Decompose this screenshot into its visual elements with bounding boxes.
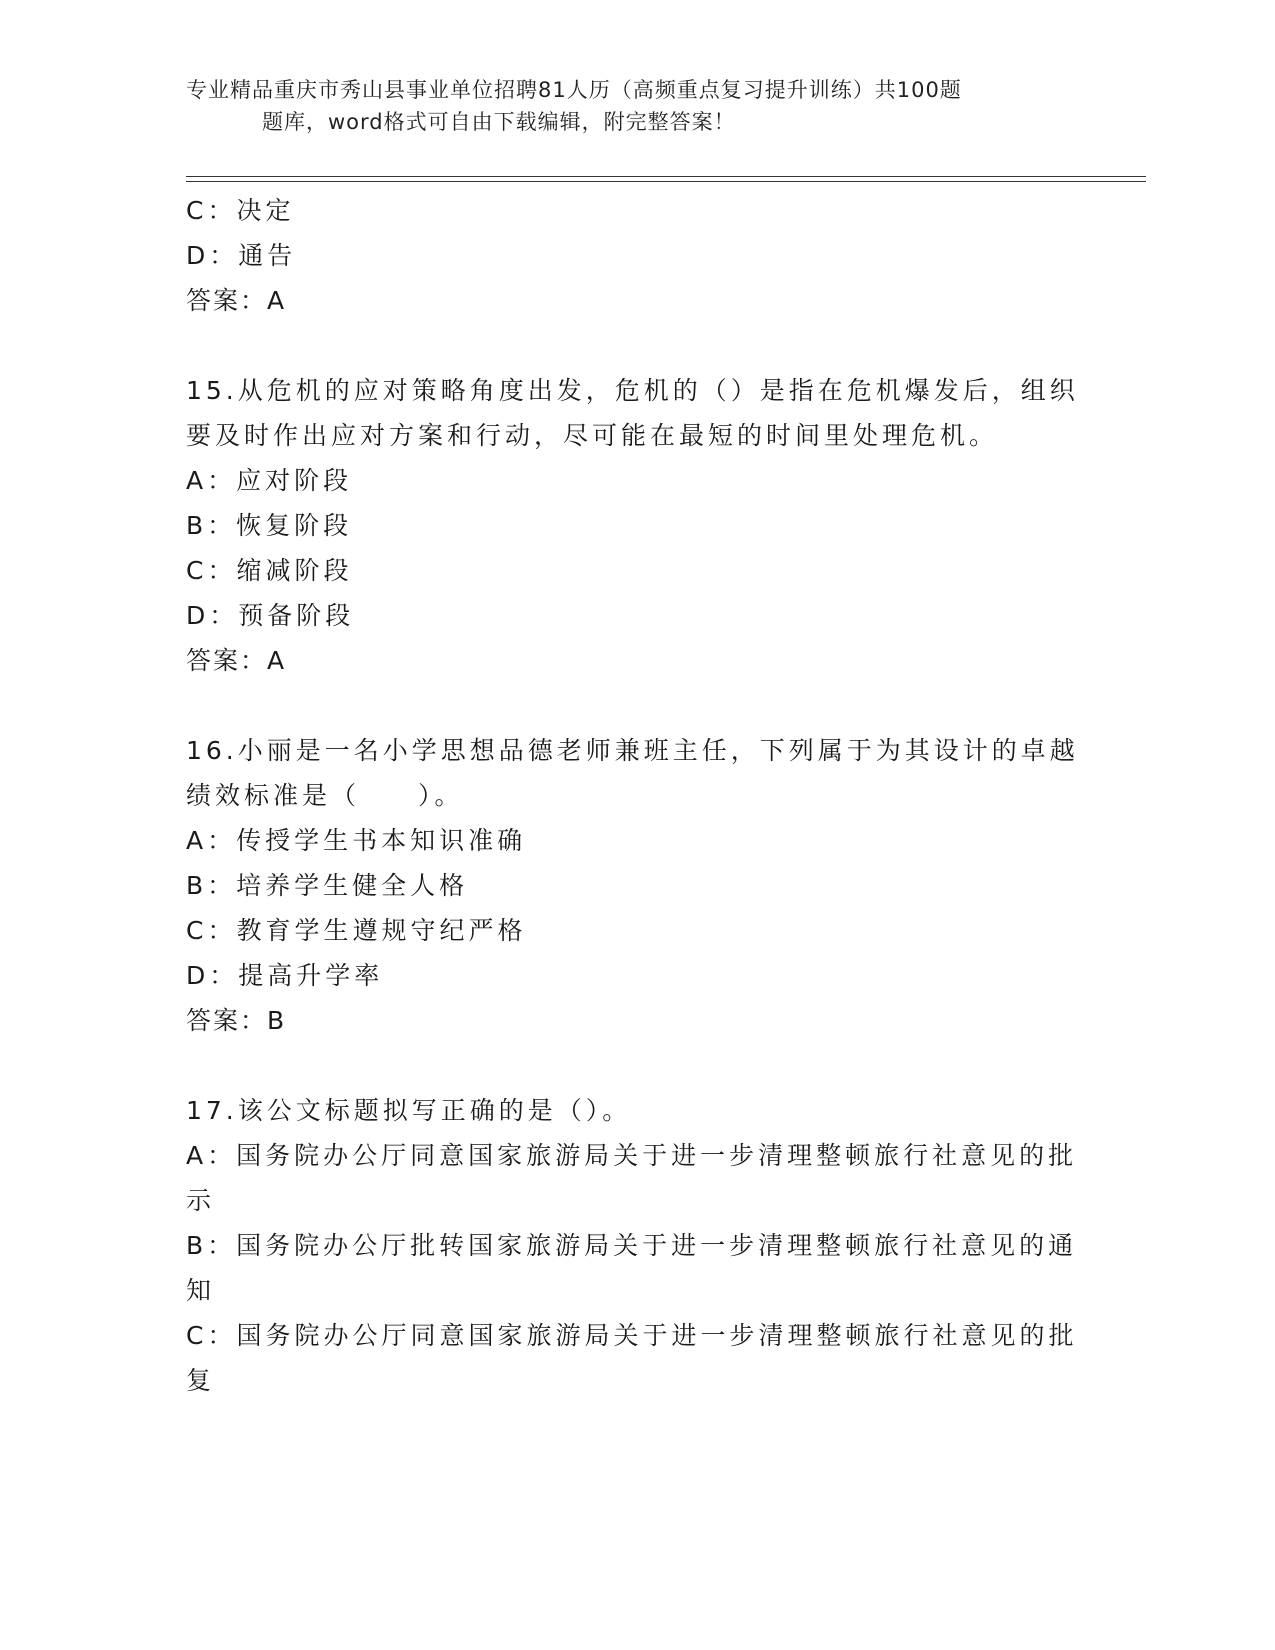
header-rule-top (186, 176, 1146, 177)
option-a: A：国务院办公厅同意国家旅游局关于进一步清理整顿旅行社意见的批 (186, 1141, 1078, 1170)
option-a: A：应对阶段 (186, 466, 353, 495)
option-c-cont: 复 (186, 1366, 216, 1395)
option-a: A：传授学生书本知识准确 (186, 826, 527, 855)
header-title-line1: 专业精品重庆市秀山县事业单位招聘81人历（高频重点复习提升训练）共100题 (186, 78, 962, 102)
option-b: B：恢复阶段 (186, 511, 353, 540)
spacer (186, 323, 1066, 368)
spacer (186, 683, 1066, 728)
prev-question-tail (186, 188, 1066, 323)
option-d: D：预备阶段 (186, 601, 355, 630)
option-c: C：缩减阶段 (186, 556, 353, 585)
option-c: C：决定 (186, 196, 295, 225)
question-stem: 17.该公文标题拟写正确的是（）。 (186, 1096, 632, 1125)
answer-line: 答案：B (186, 1006, 287, 1035)
option-d: D：通告 (186, 241, 297, 270)
answer-line: 答案：A (186, 646, 287, 675)
question-content (186, 188, 1079, 1403)
option-b: B：培养学生健全人格 (186, 871, 469, 900)
option-b: B：国务院办公厅批转国家旅游局关于进一步清理整顿旅行社意见的通 (186, 1231, 1078, 1260)
header-rule-bottom (186, 181, 1146, 182)
option-d: D：提高升学率 (186, 961, 384, 990)
option-c: C：教育学生遵规守纪严格 (186, 916, 527, 945)
question-16 (186, 728, 1079, 1043)
option-a-cont: 示 (186, 1186, 216, 1215)
question-stem-cont: 绩效标准是（ ）。 (186, 781, 464, 810)
spacer (186, 1043, 1066, 1088)
header-title-line2: 题库，word格式可自由下载编辑，附完整答案！ (262, 110, 736, 134)
answer-line: 答案：A (186, 286, 287, 315)
page-header (186, 74, 1066, 138)
option-b-cont: 知 (186, 1276, 216, 1305)
question-stem: 15.从危机的应对策略角度出发，危机的（）是指在危机爆发后，组织 (186, 376, 1079, 405)
option-c: C：国务院办公厅同意国家旅游局关于进一步清理整顿旅行社意见的批 (186, 1321, 1078, 1350)
question-stem: 16.小丽是一名小学思想品德老师兼班主任，下列属于为其设计的卓越 (186, 736, 1079, 765)
question-stem-cont: 要及时作出应对方案和行动，尽可能在最短的时间里处理危机。 (186, 421, 999, 450)
question-17 (186, 1088, 1078, 1403)
question-15 (186, 368, 1079, 683)
